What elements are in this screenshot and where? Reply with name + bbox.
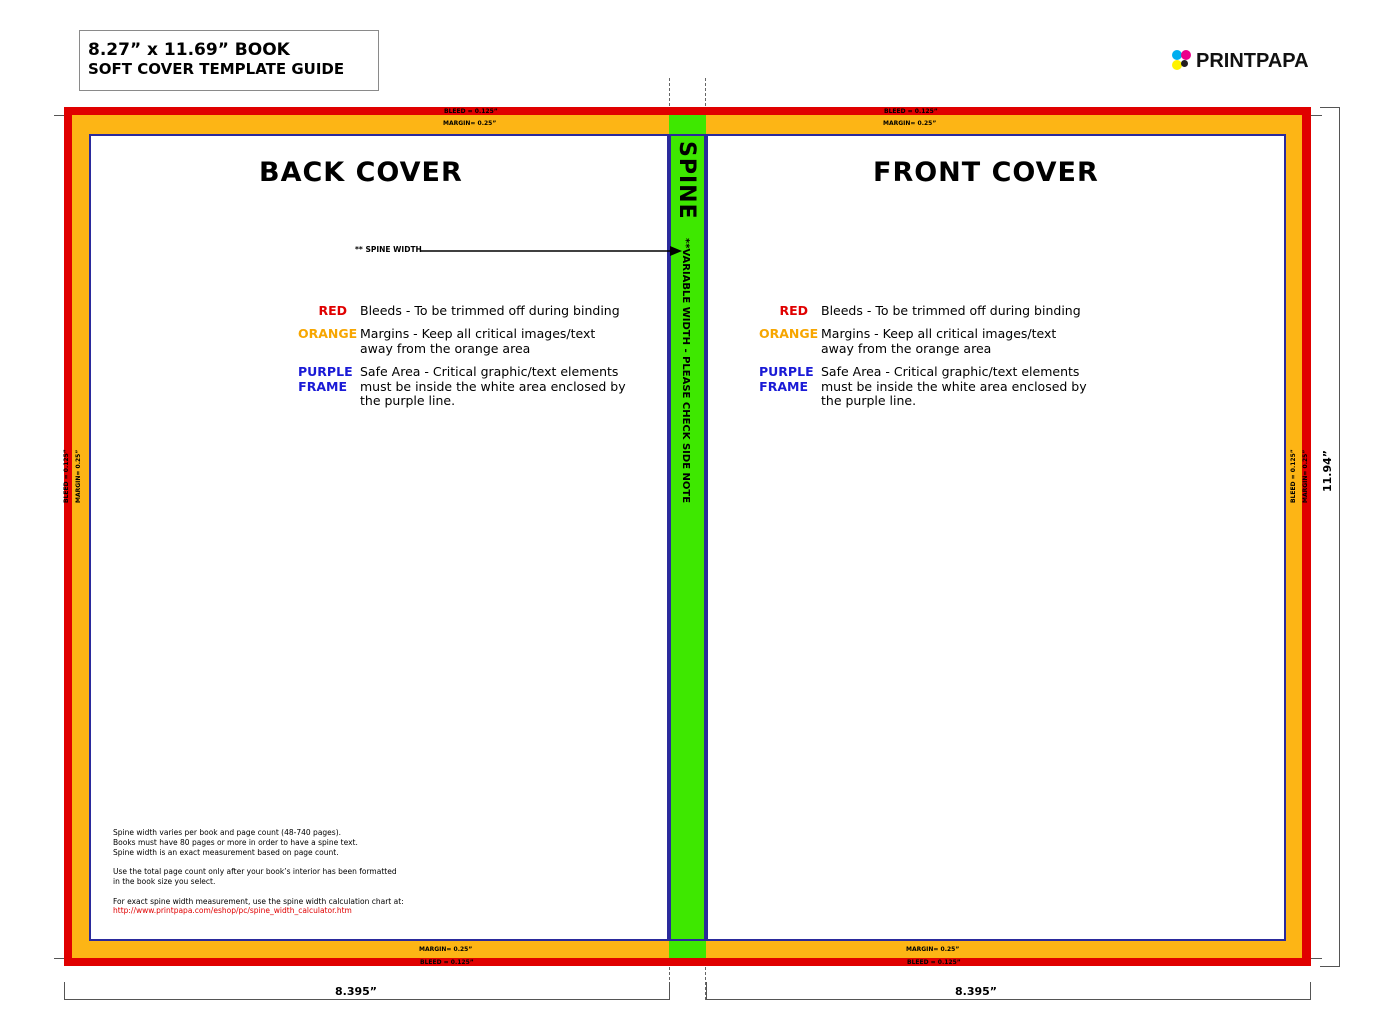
footnote-line: Use the total page count only after your book’s interior has been formatted xyxy=(113,867,397,877)
margin-label-left: MARGIN= 0.25” xyxy=(75,449,82,503)
spine-width-arrow xyxy=(420,244,682,258)
spine-calculator-link[interactable]: http://www.printpapa.com/eshop/pc/spine_width_calculator.htm xyxy=(113,906,352,916)
width-dimension-left: 8.395” xyxy=(335,985,378,998)
bleed-label-bottom-right: BLEED = 0.125” xyxy=(907,959,961,966)
legend-row-purple xyxy=(298,365,630,409)
legend-desc-purple: Safe Area - Critical graphic/text elements must be inside the white area enclosed by the purple line. xyxy=(360,364,626,408)
dimension-tick xyxy=(1310,982,1311,1000)
height-dimension: 11.94” xyxy=(1321,449,1334,492)
spine-width-label: ** SPINE WIDTH xyxy=(355,245,422,254)
front-cover-safe-area xyxy=(706,134,1286,941)
spine-footnote xyxy=(113,828,533,916)
margin-label-bottom-right: MARGIN= 0.25” xyxy=(906,946,960,953)
legend-key-red: RED xyxy=(779,303,808,318)
dimension-tick xyxy=(1320,966,1340,967)
bleed-label-top-right: BLEED = 0.125” xyxy=(884,108,938,115)
legend-row-orange xyxy=(298,327,630,356)
front-cover-title: FRONT COVER xyxy=(873,157,1099,188)
dimension-tick xyxy=(706,982,707,1000)
bleed-label-bottom-left: BLEED = 0.125” xyxy=(420,959,474,966)
legend-key-purple: PURPLE FRAME xyxy=(298,364,353,394)
dimension-tick xyxy=(64,982,65,1000)
footnote-line: in the book size you select. xyxy=(113,876,216,886)
dimension-tick xyxy=(669,982,670,1000)
back-cover-title: BACK COVER xyxy=(259,157,463,188)
printpapa-logo xyxy=(1172,50,1309,72)
legend-desc-red: Bleeds - To be trimmed off during binding xyxy=(821,303,1081,318)
margin-label-bottom-left: MARGIN= 0.25” xyxy=(419,946,473,953)
width-dimension-right: 8.395” xyxy=(955,985,998,998)
bleed-label-left: BLEED = 0.125” xyxy=(63,449,70,503)
footnote-line: For exact spine width measurement, use the spine width calculation chart at: xyxy=(113,896,404,906)
legend-desc-orange: Margins - Keep all critical images/text away from the orange area xyxy=(821,326,1057,356)
legend-row-red xyxy=(298,304,630,319)
height-dimension-line xyxy=(1339,107,1340,966)
spine-note: **VARIABLE WIDTH - PLEASE CHECK SIDE NOTE xyxy=(680,238,691,504)
dimension-tick xyxy=(1320,107,1340,108)
spine-title: SPINE xyxy=(674,141,699,220)
legend-key-purple: PURPLE FRAME xyxy=(759,364,814,394)
title-box xyxy=(79,30,379,91)
bleed-label-top-left: BLEED = 0.125” xyxy=(444,108,498,115)
logo-text: PRINTPAPA xyxy=(1196,49,1309,72)
title-line-1: 8.27” x 11.69” BOOK xyxy=(88,40,290,60)
legend-row-purple xyxy=(759,365,1091,409)
legend-key-orange: ORANGE xyxy=(298,326,358,341)
bleed-label-right: BLEED = 0.125” xyxy=(1290,449,1297,503)
legend-key-orange: ORANGE xyxy=(759,326,819,341)
legend-key-red: RED xyxy=(318,303,347,318)
footnote-line: Spine width is an exact measurement based on page count. xyxy=(113,847,339,857)
width-dimension-line-left xyxy=(64,999,669,1000)
margin-label-right: MARGIN= 0.25” xyxy=(1302,449,1309,503)
legend-desc-orange: Margins - Keep all critical images/text away from the orange area xyxy=(360,326,596,356)
footnote-line: Books must have 80 pages or more in order to have a spine text. xyxy=(113,837,358,847)
margin-label-top-left: MARGIN= 0.25” xyxy=(443,120,497,127)
footnote-line: Spine width varies per book and page count (48-740 pages). xyxy=(113,828,342,837)
title-line-2: SOFT COVER TEMPLATE GUIDE xyxy=(88,60,345,78)
legend-desc-purple: Safe Area - Critical graphic/text elements must be inside the white area enclosed by the purple line. xyxy=(821,364,1087,408)
legend-row-orange xyxy=(759,327,1091,356)
width-dimension-line-right xyxy=(706,999,1310,1000)
printpapa-logo-icon xyxy=(1172,50,1194,72)
legend-row-red xyxy=(759,304,1091,319)
legend-desc-red: Bleeds - To be trimmed off during binding xyxy=(360,303,620,318)
margin-label-top-right: MARGIN= 0.25” xyxy=(883,120,937,127)
